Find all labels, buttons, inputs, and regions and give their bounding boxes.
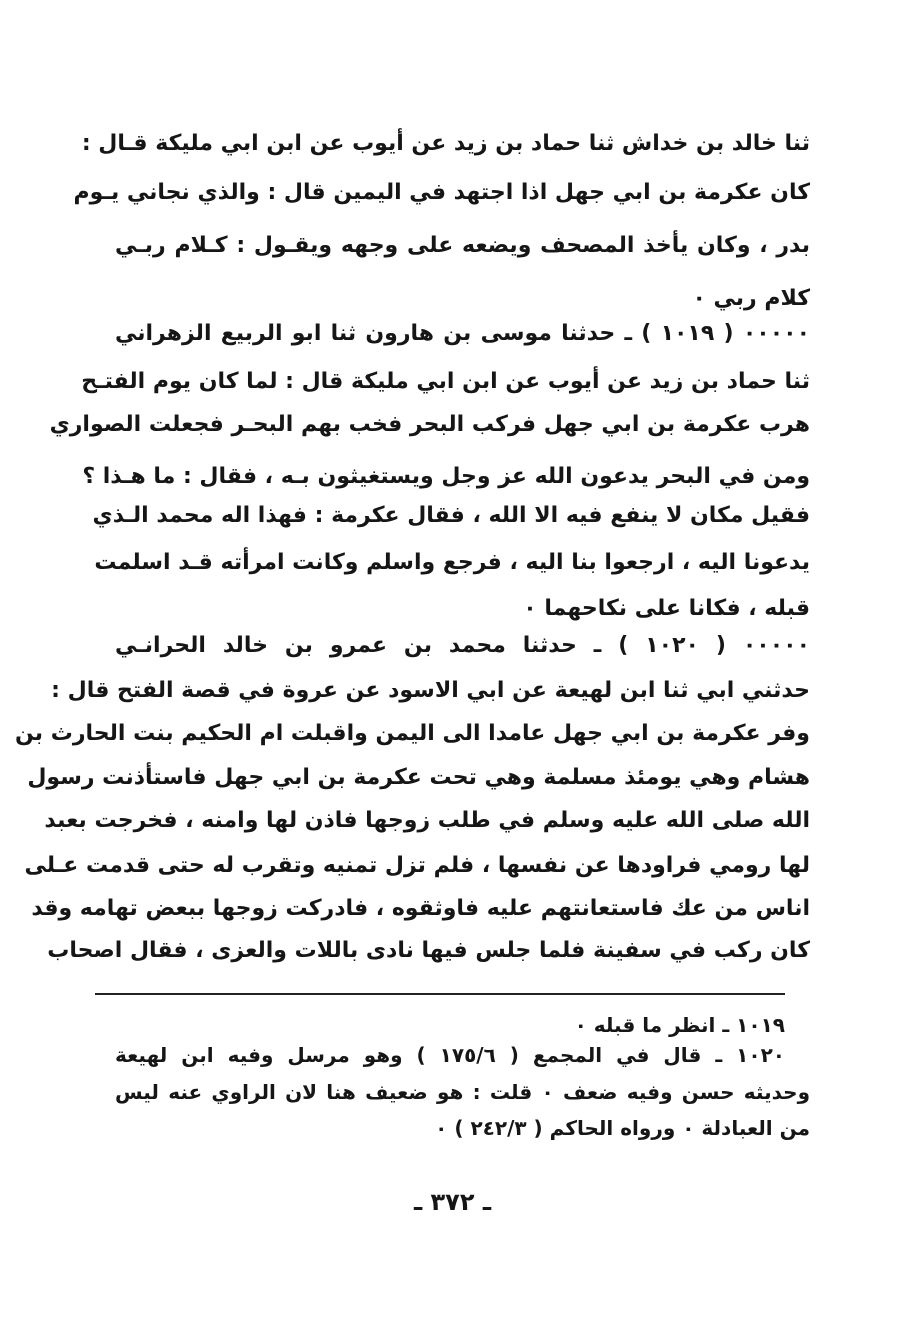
text-line-11: قبله ، فكانا على نكاحهما ٠ bbox=[523, 596, 810, 621]
text-line-3: بدر ، وكان يأخذ المصحف ويضعه على وجهه ويقـول : كـلام ربـي bbox=[115, 233, 810, 258]
text-line-7: هرب عكرمة بن ابي جهل فركب البحر فخب بهم البحـر فجعلت الصواري bbox=[49, 412, 810, 437]
text-line-14: وفر عكرمة بن ابي جهل عامدا الى اليمن واقبلت ام الحكيم بنت الحارث بن bbox=[15, 721, 810, 746]
text-line-15: هشام وهي يومئذ مسلمة وهي تحت عكرمة بن ابي جهل فاستأذنت رسول bbox=[27, 765, 810, 790]
text-line-8: ومن في البحر يدعون الله عز وجل ويستغيثون بـه ، فقال : ما هـذا ؟ bbox=[82, 464, 810, 489]
text-line-19: كان ركب في سفينة فلما جلس فيها نادى باللات والعزى ، فقال اصحاب bbox=[47, 938, 810, 963]
text-line-13: حدثني ابي ثنا ابن لهيعة عن ابي الاسود عن عروة في قصة الفتح قال : bbox=[51, 678, 810, 703]
text-line-17: لها رومي فراودها عن نفسها ، فلم تزل تمنيه وتقرب له حتى قدمت عـلى bbox=[24, 853, 810, 878]
page-number: ـ ٣٧٢ ـ bbox=[413, 1188, 492, 1216]
footnote-1019: ١٠١٩ ـ انظر ما قبله ٠ bbox=[574, 1013, 785, 1037]
hadith-heading-1020: ٠٠٠٠٠ ( ١٠٢٠ ) ـ حدثنا محمد بن عمرو بن خالد الحرانـي bbox=[115, 633, 810, 658]
hadith-heading-1019: ٠٠٠٠٠ ( ١٠١٩ ) ـ حدثنا موسى بن هارون ثنا ابو الربيع الزهراني bbox=[115, 321, 810, 346]
footnote-separator bbox=[95, 993, 785, 995]
text-line-2: كان عكرمة بن ابي جهل اذا اجتهد في اليمين قال : والذي نجاني يـوم bbox=[73, 180, 810, 205]
text-line-10: يدعونا اليه ، ارجعوا بنا اليه ، فرجع واسلم وكانت امرأته قـد اسلمت bbox=[94, 550, 810, 575]
footnote-1020-cont-1: وحديثه حسن وفيه ضعف ٠ قلت : هو ضعيف هنا لان الراوي عنه ليس bbox=[115, 1080, 810, 1104]
footnote-1020-cont-2: من العبادلة ٠ ورواه الحاكم ( ٢٤٢/٣ ) ٠ bbox=[435, 1116, 810, 1140]
text-line-4: كلام ربي ٠ bbox=[692, 286, 810, 311]
text-line-18: اناس من عك فاستعانتهم عليه فاوثقوه ، فادركت زوجها ببعض تهامه وقد bbox=[31, 896, 810, 921]
text-line-16: الله صلى الله عليه وسلم في طلب زوجها فاذن لها وامنه ، فخرجت بعبد bbox=[44, 808, 810, 833]
footnote-1020: ١٠٢٠ ـ قال في المجمع ( ١٧٥/٦ ) وهو مرسل وفيه ابن لهيعة bbox=[115, 1043, 785, 1067]
text-line-9: فقيل مكان لا ينفع فيه الا الله ، فقال عكرمة : فهذا اله محمد الـذي bbox=[92, 503, 810, 528]
text-line-6: ثنا حماد بن زيد عن أيوب عن ابن ابي مليكة قال : لما كان يوم الفتـح bbox=[81, 369, 810, 394]
text-line-1: ثنا خالد بن خداش ثنا حماد بن زيد عن أيوب عن ابن ابي مليكة قـال : bbox=[81, 131, 810, 156]
